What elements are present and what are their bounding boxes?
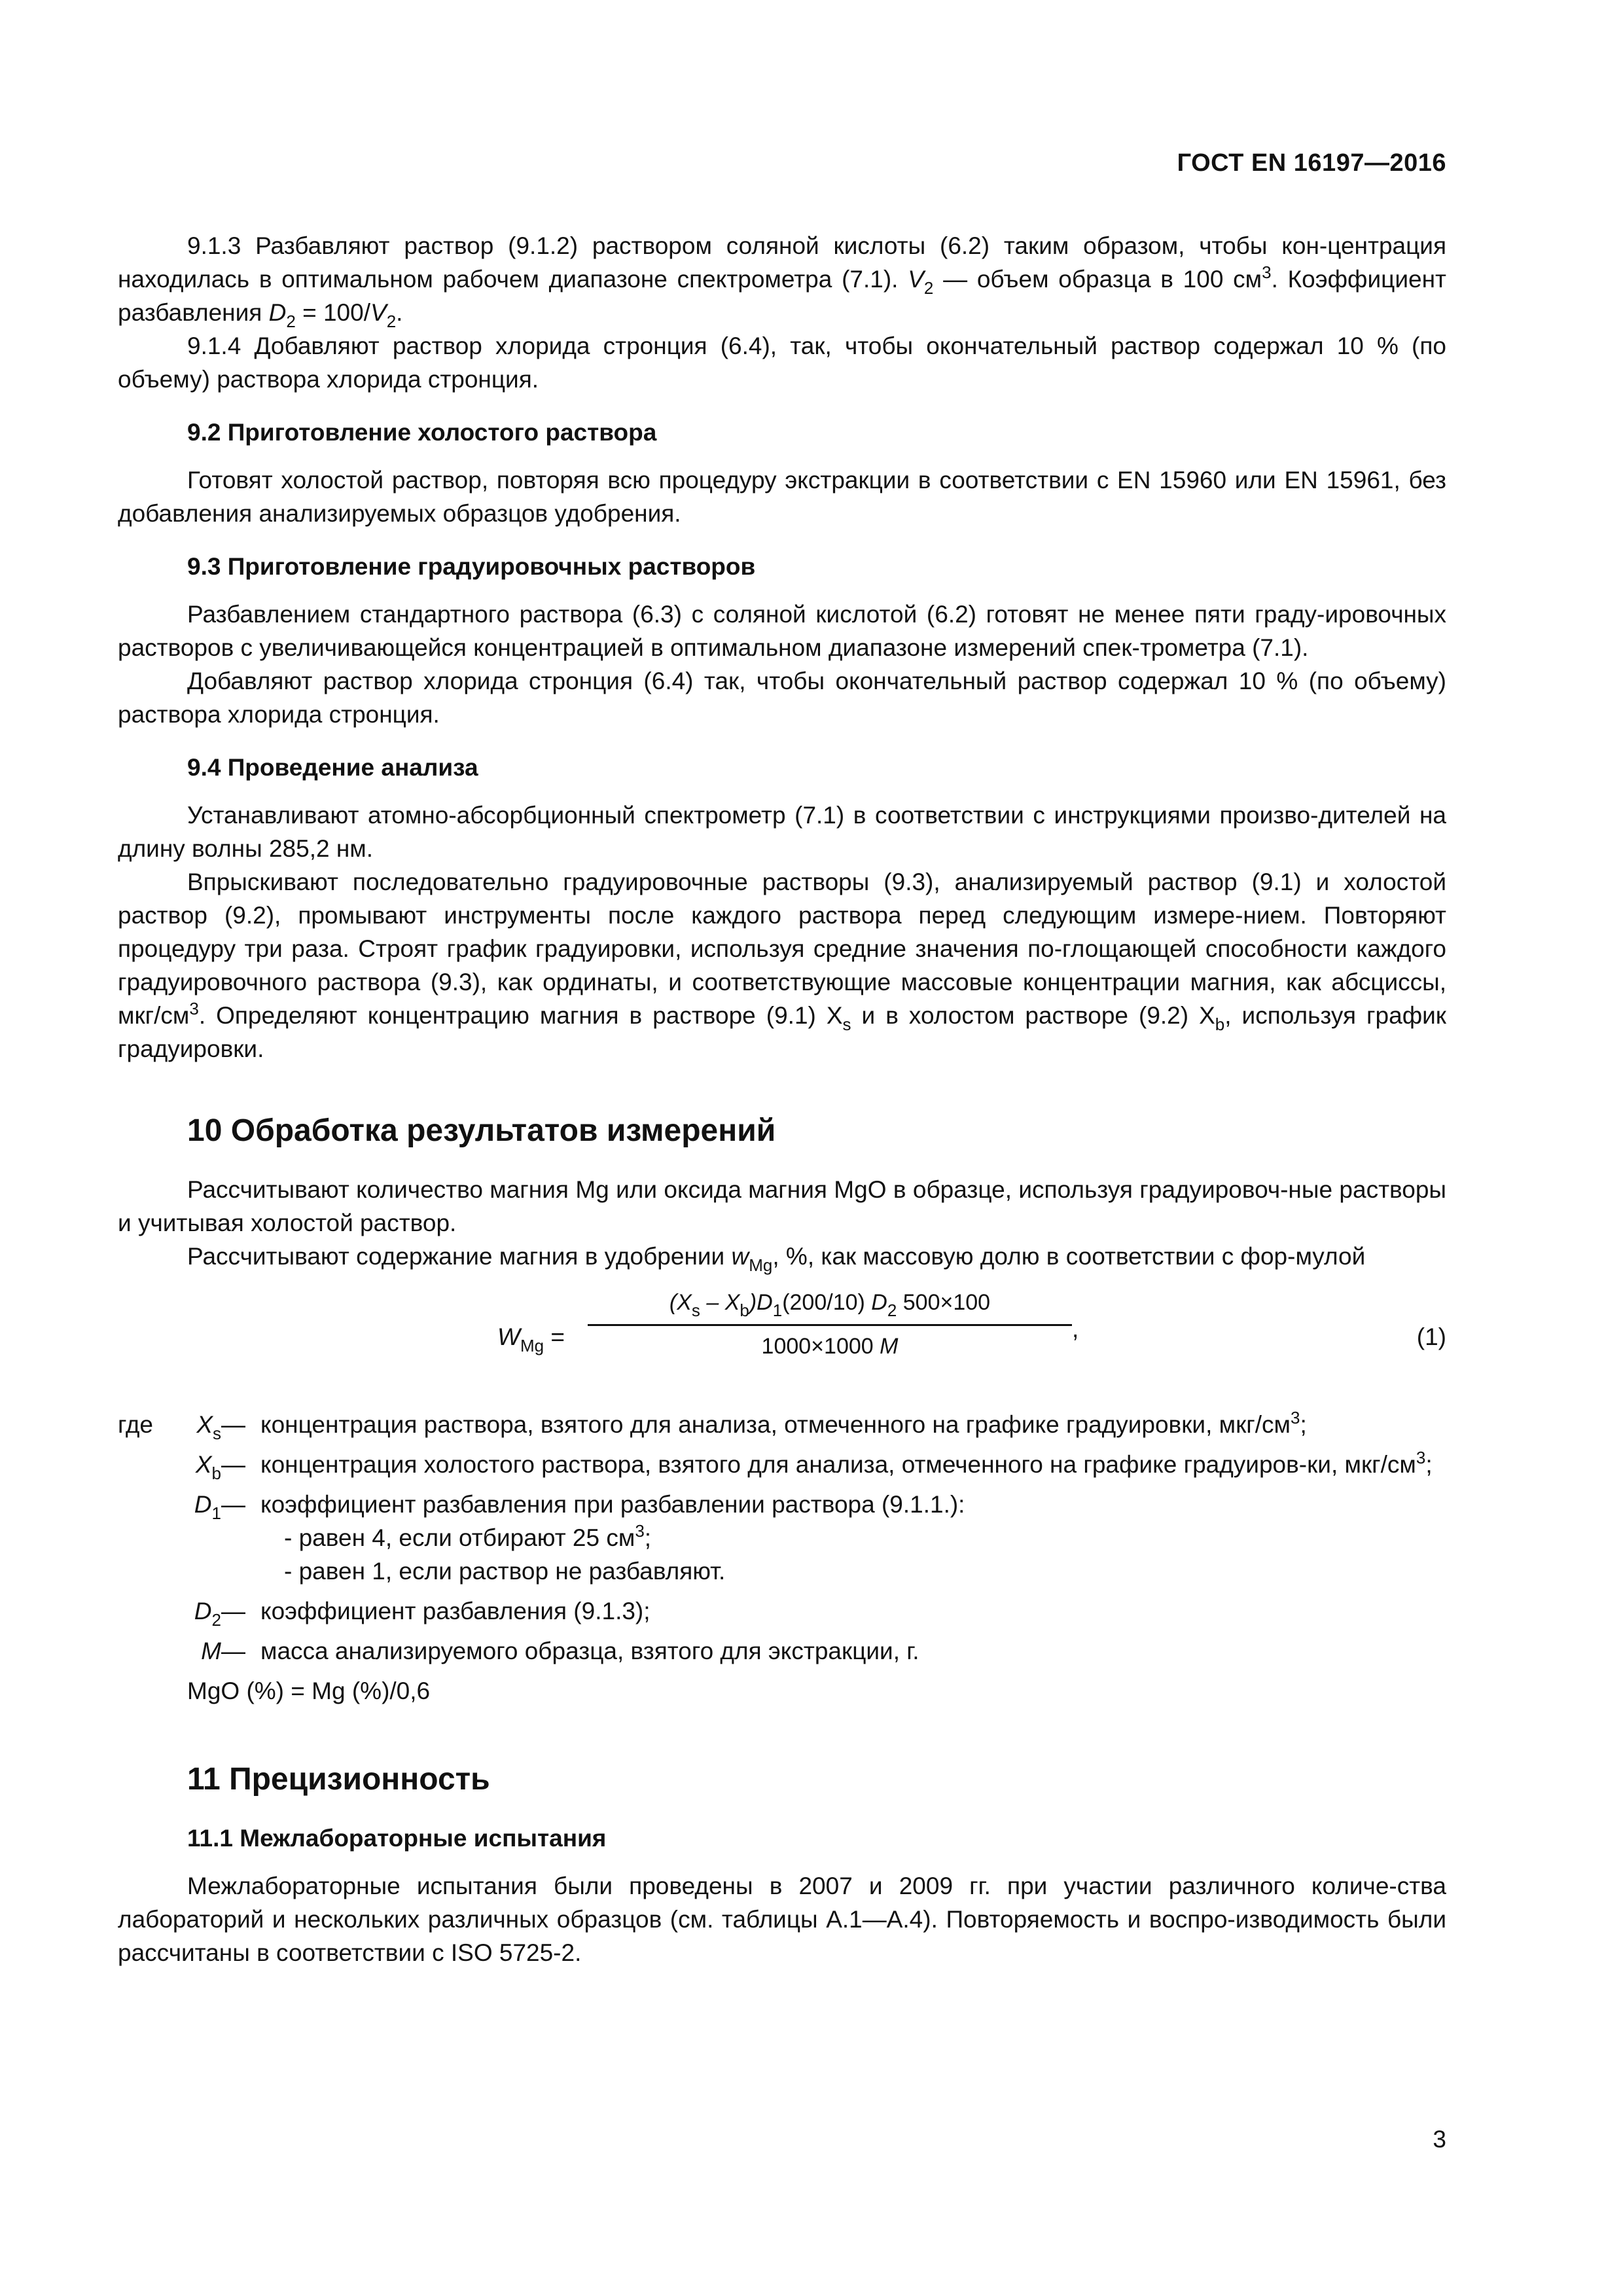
- where-item-d1: $D_1$ — коэффициент разбавления при разбавлении раствора (9.1.1.): - равен 4, если отбирают 25 $см^3$; - равен 1, если раствор не разбавляют.: [118, 1488, 1446, 1588]
- where-list: [118, 1408, 1446, 1708]
- symbol-d1: $D_1$: [194, 1491, 221, 1523]
- formula-lhs: $W_{Mg}$ =: [497, 1323, 565, 1355]
- formula-1: [118, 1286, 1446, 1384]
- paragraph-9-4-b: Впрыскивают последовательно градуировочные растворы (9.3), анализируемый раствор (9.1) и холостой раствор (9.2), промывают инструменты после каждого раствора перед следующим измере-нием. Повторяют процедуру три раза. Строят график градуировки, используя средние значения по-глощающей способности каждого градуировочного раствора (9.3), как ординаты, и соответствующие массовые концентрации магния, как абсциссы, мкг/$см^3$. Определяют концентрацию магния в растворе (9.1) $X_s$ и в холостом растворе (9.2) $X_b$, используя график градуировки.: [118, 869, 1446, 1062]
- formula-numerator: $(X_s - X_b)D_1(200/10)$ $D_2$ 500×100: [669, 1290, 991, 1320]
- heading-9-2: 9.2 Приготовление холостого раствора: [187, 419, 657, 446]
- d1-case-1: - равен 4, если отбирают 25 $см^3$;: [284, 1521, 652, 1551]
- heading-section-11: 11 Прецизионность: [187, 1762, 490, 1797]
- document-body: [118, 229, 1446, 1969]
- document-page: [118, 0, 1446, 2296]
- paragraph-11-1: Межлабораторные испытания были проведены в 2007 и 2009 гг. при участии различного количе-ства лабораторий и нескольких различных образцов (см. таблицы А.1—А.4). Повторяемость и воспро-изводимость были рассчитаны в соответствии с ISO 5725-2.: [118, 1873, 1446, 1966]
- where-item-xs: где $X_s$ — концентрация раствора, взятого для анализа, отмеченного на графике градуировки, мкг/$см^3$;: [118, 1408, 1307, 1443]
- heading-9-3: 9.3 Приготовление градуировочных растворов: [187, 553, 756, 580]
- paragraph-9-3-b: Добавляют раствор хлорида стронция (6.4) так, чтобы окончательный раствор содержал 10 % (по объему) раствора хлорида стронция.: [118, 668, 1446, 728]
- paragraph-9-2: Готовят холостой раствор, повторяя всю процедуру экстракции в соответствии с EN 15960 или EN 15961, без добавления анализируемых образцов удобрения.: [118, 467, 1446, 527]
- symbol-m: M: [201, 1638, 221, 1664]
- formula-comma: ,: [1072, 1316, 1079, 1342]
- formula-denominator: 1000×1000 M: [761, 1334, 899, 1359]
- page-number: 3: [1433, 2126, 1446, 2153]
- symbol-d2: $D_2$: [194, 1598, 221, 1630]
- symbol-xs: $X_s$: [196, 1411, 221, 1443]
- paragraph-9-3-a: Разбавлением стандартного раствора (6.3) с соляной кислотой (6.2) готовят не менее пяти граду-ировочных растворов с увеличивающейся концентрацией в оптимальном диапазоне измерений спек-трометра (7.1).: [118, 601, 1446, 661]
- paragraph-9-4-a: Устанавливают атомно-абсорбционный спектрометр (7.1) в соответствии с инструкциями произво-дителей на длину волны 285,2 нм.: [118, 802, 1446, 862]
- symbol-xb: $X_b$: [195, 1451, 221, 1483]
- where-label: где: [118, 1411, 154, 1438]
- formula-number: (1): [1416, 1323, 1446, 1350]
- where-item-m: M — масса анализируемого образца, взятого для экстракции, г.: [118, 1634, 1446, 1668]
- fraction-bar: [588, 1324, 1072, 1326]
- mgo-conversion: MgO (%) = Mg (%)/0,6: [187, 1677, 431, 1704]
- heading-section-10: 10 Обработка результатов измерений: [187, 1113, 776, 1148]
- heading-9-4: 9.4 Проведение анализа: [187, 754, 478, 781]
- d1-case-2: - равен 1, если раствор не разбавляют.: [284, 1558, 726, 1585]
- paragraph-10-b: Рассчитывают содержание магния в удобрении $w_{Mg}$, %, как массовую долю в соответствии с фор-мулой: [187, 1243, 1366, 1275]
- formula-fraction: [588, 1286, 1072, 1363]
- paragraph-9-1-3: 9.1.3 Разбавляют раствор (9.1.2) раствором соляной кислоты (6.2) таким образом, чтобы кон-центрация находилась в оптимальном рабочем диапазоне спектрометра (7.1). $V_2$ — объем образца в 100 $см^3$. Коэффициент разбавления $D_2 = 100/V_2$.: [118, 232, 1446, 331]
- document-header: ГОСТ EN 16197—2016: [1177, 149, 1446, 177]
- heading-11-1: 11.1 Межлабораторные испытания: [187, 1825, 607, 1852]
- where-item-xb: $X_b$ — концентрация холостого раствора, взятого для анализа, отмеченного на графике градуиров-ки, мкг/$см^3$;: [118, 1448, 1446, 1481]
- paragraph-10-a: Рассчитывают количество магния Mg или оксида магния MgO в образце, используя градуировоч-ные растворы и учитывая холостой раствор.: [118, 1176, 1446, 1236]
- paragraph-9-1-4: 9.1.4 Добавляют раствор хлорида стронция (6.4), так, чтобы окончательный раствор содержал 10 % (по объему) раствора хлорида стронция.: [118, 332, 1446, 393]
- where-item-d2: $D_2$ — коэффициент разбавления (9.1.3);: [118, 1594, 1446, 1628]
